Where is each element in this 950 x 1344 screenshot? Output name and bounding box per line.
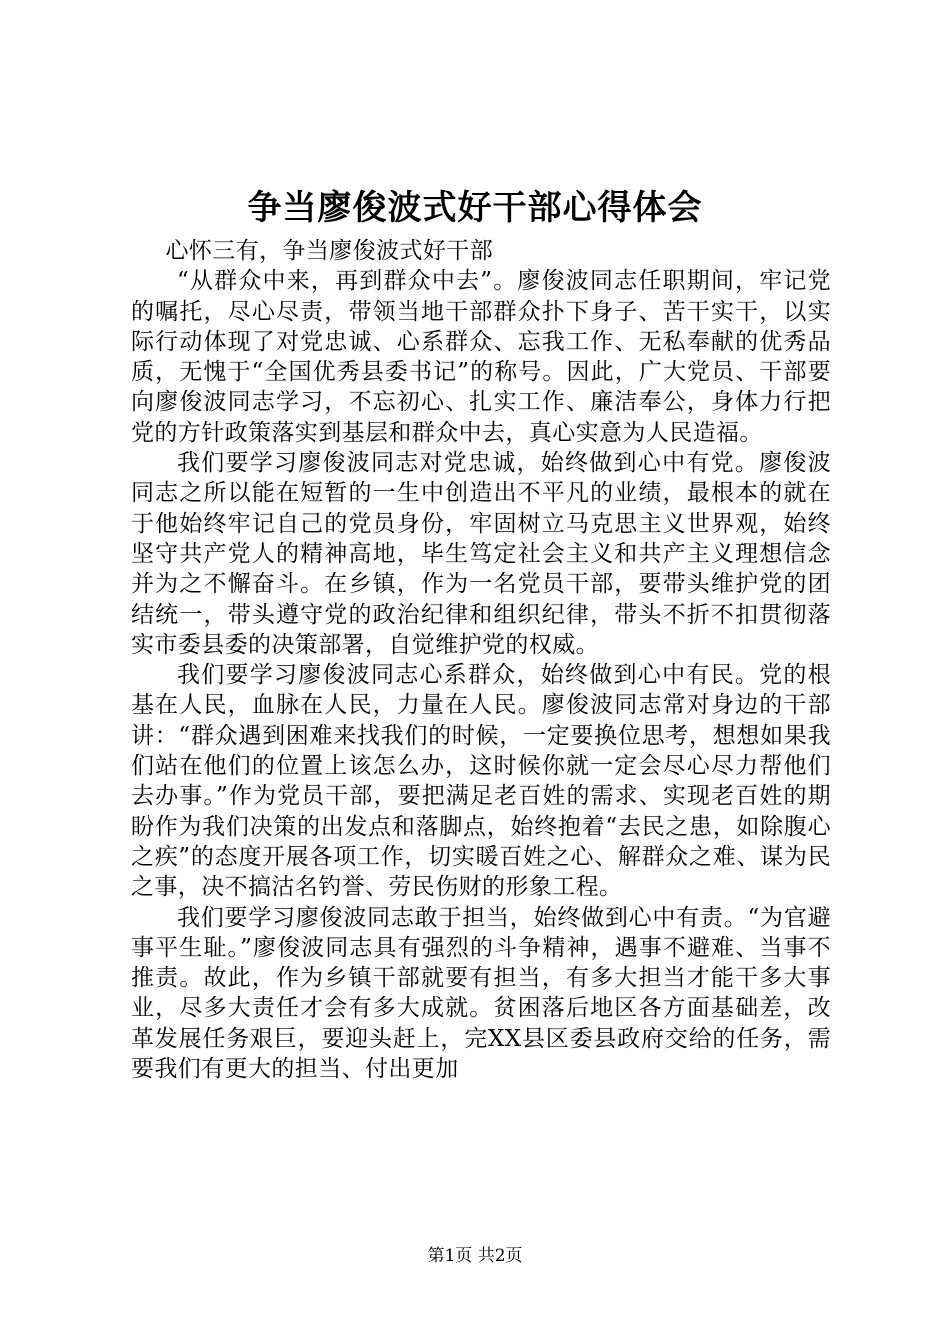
- document-body: [131, 236, 831, 1084]
- subtitle-line: 心怀三有，争当廖俊波式好干部: [165, 238, 494, 264]
- paragraph: 我们要学习廖俊波同志心系群众，始终做到心中有民。党的根基在人民，血脉在人民，力量在人民。廖俊波同志常对身边的干部讲：“群众遇到困难来找我们的时候，一定要换位思考，想想如果我们站在他们的位置上该怎么办，这时候你就一定会尽心尽力帮他们去办事。”作为党员干部，要把满足老百姓的需求、实现老百姓的期盼作为我们决策的出发点和落脚点，始终抱着“去民之患，如除腹心之疾”的态度开展各项工作，切实暖百姓之心、解群众之难、谋为民之事，决不搞沽名钓誉、劳民伤财的形象工程。: [131, 662, 831, 901]
- paragraph: “从群众中来，再到群众中去”。廖俊波同志任职期间，牢记党的嘱托，尽心尽责，带领当地干部群众扑下身子、苦干实干，以实际行动体现了对党忠诚、心系群众、忘我工作、无私奉献的优秀品质，无愧于“全国优秀县委书记”的称号。因此，广大党员、干部要向廖俊波同志学习，不忘初心、扎实工作、廉洁奉公，身体力行把党的方针政策落实到基层和群众中去，真心实意为人民造福。: [131, 268, 831, 446]
- document-title: 争当廖俊波式好干部心得体会: [247, 188, 703, 228]
- paragraph: 我们要学习廖俊波同志对党忠诚，始终做到心中有党。廖俊波同志之所以能在短暂的一生中创造出不平凡的业绩，最根本的就在于他始终牢记自己的党员身份，牢固树立马克思主义世界观，始终坚守共产党人的精神高地，毕生笃定社会主义和共产主义理想信念并为之不懈奋斗。在乡镇，作为一名党员干部，要带头维护党的团结统一，带头遵守党的政治纪律和组织纪律，带头不折不扣贯彻落实市委县委的决策部署，自觉维护党的权威。: [131, 450, 831, 658]
- page-footer: 第1页 共2页: [427, 1246, 523, 1266]
- paragraph: 我们要学习廖俊波同志敢于担当，始终做到心中有责。“为官避事平生耻。”廖俊波同志具有强烈的斗争精神，遇事不避难、当事不推责。故此，作为乡镇干部就要有担当，有多大担当才能干多大事业，尽多大责任才会有多大成就。贫困落后地区各方面基础差，改革发展任务艰巨，要迎头赶上，完XX县区委县政府交给的任务，需要我们有更大的担当、付出更加: [131, 904, 831, 1083]
